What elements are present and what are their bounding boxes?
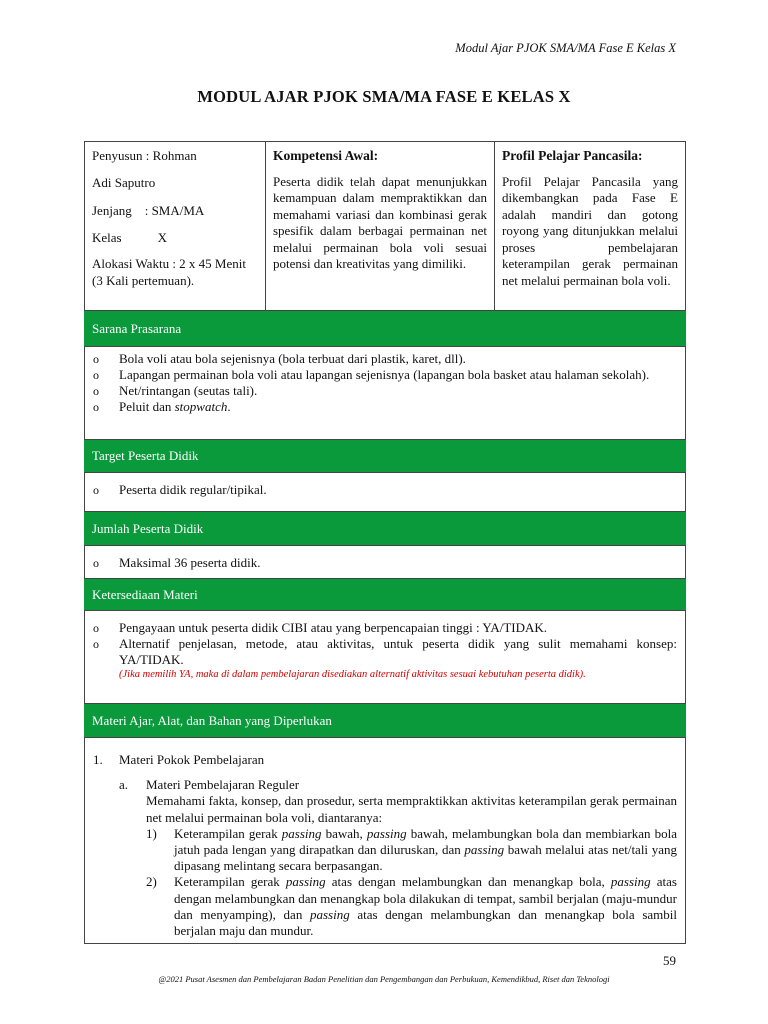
- sublist-label: Materi Pembelajaran Reguler: [146, 777, 300, 793]
- page-title: MODUL AJAR PJOK SMA/MA FASE E KELAS X: [197, 87, 571, 106]
- ketersediaan-note: (Jika memilih YA, maka di dalam pembelajaran disediakan alternatif aktivitas sesuai kebutuhan peserta didik).: [119, 669, 586, 680]
- footer-copyright: @2021 Pusat Asesmen dan Pembelajaran Badan Penelitian dan Pengembangan dan Perbukuan, Kemendikbud, Riset dan Teknologi: [158, 974, 610, 984]
- list-item: [93, 482, 677, 498]
- materi-box: [84, 737, 686, 944]
- kelas: [92, 230, 258, 247]
- penyusun: Penyusun : Rohman: [92, 148, 197, 163]
- running-header: Modul Ajar PJOK SMA/MA Fase E Kelas X: [455, 41, 676, 55]
- page-number: 59: [663, 953, 676, 968]
- list-item: [93, 351, 677, 367]
- nested-item-text: Keterampilan gerak passing atas dengan melambungkan dan menangkap bola, passing atas dengan melambungkan dan menangkap bola dilakukan di tempat, sambil berjalan (maju-mundur dan menyamping), dan passing atas dengan melambungkan dan menangkap bola sambil berjalan maju dan mundur.: [174, 874, 677, 939]
- bullet: o: [93, 400, 99, 414]
- sarana-box: [84, 346, 686, 440]
- list-number: 2): [146, 874, 157, 890]
- alokasi-waktu: Alokasi Waktu : 2 x 45 Menit (3 Kali pertemuan).: [92, 256, 246, 288]
- list-item: [93, 636, 677, 668]
- jenjang: Jenjang : SMA/MA: [92, 203, 205, 218]
- bullet: o: [93, 483, 99, 497]
- section-sarana-heading: Sarana Prasarana: [84, 311, 686, 346]
- bullet: o: [93, 637, 99, 651]
- list-item: [93, 752, 677, 768]
- sarana-list: [93, 351, 677, 415]
- list-number: 1): [146, 825, 157, 841]
- kelas-value: X: [157, 229, 167, 245]
- bullet: o: [93, 556, 99, 570]
- info-column: [85, 142, 266, 310]
- section-materi-heading: Materi Ajar, Alat, dan Bahan yang Diperlukan: [84, 704, 686, 737]
- list-item-text: Peluit dan stopwatch.: [119, 399, 231, 414]
- list-number: a.: [119, 777, 129, 793]
- list-item: [93, 383, 677, 399]
- list-item-text: Materi Pokok Pembelajaran: [119, 752, 265, 767]
- section-jumlah-heading: Jumlah Peserta Didik: [84, 512, 686, 545]
- list-number: 1.: [93, 752, 103, 767]
- target-box: [84, 472, 686, 512]
- kompetensi-text: Peserta didik telah dapat menunjukkan kemampuan dalam mempraktikkan dan memahami variasi dan kombinasi gerak spesifik dalam berbagai permainan net melalui permainan bola voli sesuai potensi dan kreativitas yang dimiliki.: [273, 173, 487, 271]
- list-item-text: Bola voli atau bola sejenisnya (bola terbuat dari plastik, karet, dll).: [119, 351, 466, 366]
- bullet: o: [93, 368, 99, 382]
- list-item: [93, 620, 677, 636]
- profil-column: [495, 142, 685, 310]
- nested-item-text: Keterampilan gerak passing bawah, passing bawah, melambungkan bola dan membiarkan bola jatuh pada lengan yang dirapatkan dan diluruskan, dan passing bawah melalui atas net/tali yang dipasang melintang secara berpasangan.: [174, 825, 677, 874]
- list-item: [93, 555, 677, 571]
- nested-item: [146, 874, 677, 939]
- list-item-text: Alternatif penjelasan, metode, atau aktivitas, untuk peserta didik yang sulit memahami konsep: YA/TIDAK.: [119, 636, 677, 667]
- kompetensi-column: [266, 142, 495, 310]
- info-table: [84, 141, 686, 311]
- kompetensi-heading: Kompetensi Awal:: [273, 148, 379, 163]
- sublist-text: Memahami fakta, konsep, dan prosedur, serta mempraktikkan aktivitas keterampilan gerak permainan net melalui permainan bola voli, diantaranya:: [146, 793, 677, 825]
- list-item: [93, 399, 677, 415]
- nested-item: [146, 826, 677, 875]
- list-item: [93, 367, 677, 383]
- profil-heading: Profil Pelajar Pancasila:: [502, 148, 643, 163]
- section-target-heading: Target Peserta Didik: [84, 440, 686, 472]
- jumlah-box: [84, 545, 686, 579]
- bullet: o: [93, 384, 99, 398]
- kelas-label: Kelas: [92, 229, 122, 245]
- list-item-text: Maksimal 36 peserta didik.: [119, 555, 261, 570]
- profil-text: Profil Pelajar Pancasila yang dikembangkan pada Fase E adalah mandiri dan gotong royong yang ditunjukkan melalui proses pembelajaran keterampilan gerak permainan net melalui permainan bola voli.: [502, 173, 678, 288]
- sublist-item: [93, 777, 677, 939]
- list-item-text: Net/rintangan (seutas tali).: [119, 383, 258, 398]
- penyusun-name: Adi Saputro: [92, 174, 156, 190]
- section-ketersediaan-heading: Ketersediaan Materi: [84, 579, 686, 610]
- list-item-text: Pengayaan untuk peserta didik CIBI atau yang berpencapaian tinggi : YA/TIDAK.: [119, 620, 548, 635]
- bullet: o: [93, 352, 99, 366]
- bullet: o: [93, 621, 99, 635]
- list-item-text: Peserta didik regular/tipikal.: [119, 482, 267, 497]
- ketersediaan-box: [84, 610, 686, 704]
- list-item-text: Lapangan permainan bola voli atau lapangan sejenisnya (lapangan bola basket atau halaman sekolah).: [119, 367, 650, 382]
